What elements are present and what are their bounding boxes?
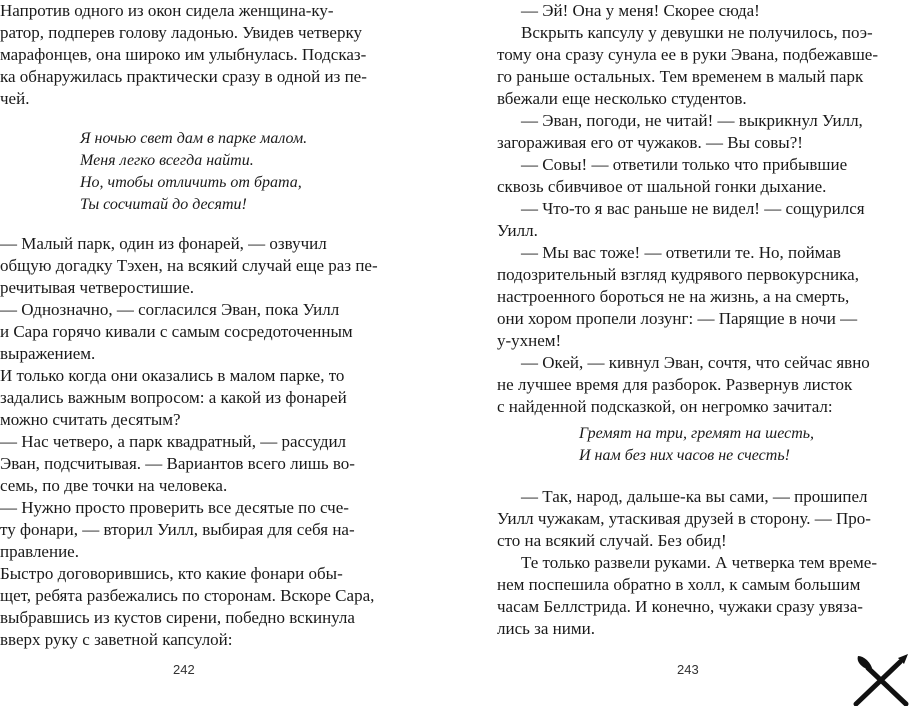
text-line: — Малый парк, один из фонарей, — озвучил: [0, 234, 327, 253]
poem-line: Меня легко всегда найти.: [80, 152, 254, 169]
poem-line: Но, чтобы отличить от брата,: [80, 174, 302, 191]
text-line: настроенного бороться не на жизнь, а на смерть,: [497, 287, 850, 306]
text-line: марафонцев, она широко им улыбнулась. Подсказ-: [0, 45, 367, 64]
text-line: лись за ними.: [497, 619, 595, 638]
page-number: 243: [677, 662, 699, 677]
text-line: — Эй! Она у меня! Скорее сюда!: [521, 1, 760, 20]
poem-line: И нам без них часов не счесть!: [579, 447, 790, 464]
text-line: — Однозначно, — согласился Эван, пока Уилл: [0, 300, 340, 319]
poem-line: Я ночью свет дам в парке малом.: [80, 130, 308, 147]
text-line: речитывая четверостишие.: [0, 278, 195, 297]
text-line: Быстро договорившись, кто какие фонари обы-: [0, 564, 343, 583]
text-line: — Совы! — ответили только что прибывшие: [521, 155, 848, 174]
text-line: семь, по две точки на человека.: [0, 476, 228, 495]
text-line: — Эван, погоди, не читай! — выкрикнул Уилл,: [521, 111, 863, 130]
text-line: можно считать десятым?: [0, 410, 181, 429]
text-line: Напротив одного из окон сидела женщина-ку-: [0, 1, 334, 20]
text-line: сто на всякий случай. Без обид!: [497, 531, 727, 550]
text-line: — Нужно просто проверить все десятые по сче-: [0, 498, 349, 517]
text-line: — Мы вас тоже! — ответили те. Но, поймав: [521, 243, 841, 262]
text-line: Уилл.: [497, 221, 538, 240]
text-line: выбравшись из кустов сирени, победно вскинула: [0, 608, 355, 627]
text-line: вбежали еще несколько студентов.: [497, 89, 747, 108]
text-line: они хором пропели лозунг: — Парящие в ночи —: [497, 309, 858, 328]
text-line: правление.: [0, 542, 79, 561]
text-line: нем поспешила обратно в холл, к самым большим: [497, 575, 861, 594]
poem-line: Гремят на три, гремят на шесть,: [579, 425, 815, 442]
text-line: Те только развели руками. А четверка тем време-: [521, 553, 877, 572]
text-line: не лучшее время для разборок. Развернув листок: [497, 375, 853, 394]
page-number: 242: [173, 662, 195, 677]
poem-line: Ты сосчитай до десяти!: [80, 196, 247, 213]
text-line: у-ухнем!: [497, 331, 562, 350]
text-line: подозрительный взгляд кудрявого первокурсника,: [497, 265, 859, 284]
text-line: Уилл чужакам, утаскивая друзей в сторону. — Про-: [497, 509, 871, 528]
text-line: задались важным вопросом: а какой из фонарей: [0, 388, 347, 407]
text-line: го раньше остальных. Тем временем в малый парк: [497, 67, 864, 86]
text-line: — Так, народ, дальше-ка вы сами, — прошипел: [521, 487, 868, 506]
text-line: ратор, подперев голову ладонью. Увидев четверку: [0, 23, 362, 42]
text-line: вверх руку с заветной капсулой:: [0, 630, 233, 649]
text-line: Эван, подсчитывая. — Вариантов всего лишь во-: [0, 454, 355, 473]
text-line: щет, ребята разбежались по сторонам. Вскоре Сара,: [0, 586, 375, 605]
text-line: выражением.: [0, 344, 96, 363]
crossed-pen-and-brush-icon: [852, 654, 910, 706]
text-line: с найденной подсказкой, он негромко зачитал:: [497, 397, 833, 416]
text-line: Вскрыть капсулу у девушки не получилось, поэ-: [521, 23, 873, 42]
text-line: сквозь сбивчивое от шальной гонки дыхание.: [497, 177, 827, 196]
text-line: — Нас четверо, а парк квадратный, — рассудил: [0, 432, 347, 451]
text-line: — Что-то я вас раньше не видел! — сощурился: [521, 199, 865, 218]
text-line: И только когда они оказались в малом парке, то: [0, 366, 345, 385]
text-line: общую догадку Тэхен, на всякий случай еще раз пе-: [0, 256, 378, 275]
text-line: чей.: [0, 89, 30, 108]
text-line: тому она сразу сунула ее в руки Эвана, подбежавше-: [497, 45, 878, 64]
text-line: часам Беллстрида. И конечно, чужаки сразу увяза-: [497, 597, 863, 616]
text-line: ту фонари, — вторил Уилл, выбирая для себя на-: [0, 520, 355, 539]
text-line: и Сара горячо кивали с самым сосредоточенным: [0, 322, 353, 341]
text-line: — Окей, — кивнул Эван, сочтя, что сейчас явно: [521, 353, 870, 372]
text-line: загораживая его от чужаков. — Вы совы?!: [497, 133, 803, 152]
text-line: ка обнаружилась практически сразу в одной из пе-: [0, 67, 367, 86]
